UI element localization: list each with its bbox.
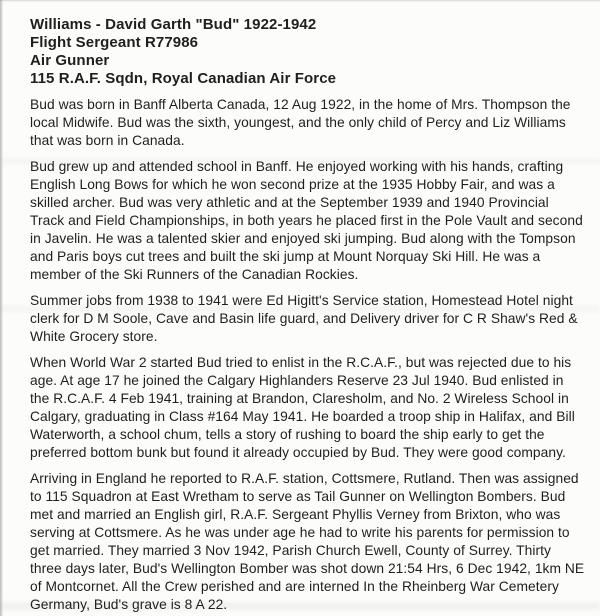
- scan-edge-top: [0, 0, 600, 2]
- header-line-name-dates: Williams - David Garth "Bud" 1922-1942: [30, 16, 317, 33]
- document-header: [30, 16, 586, 88]
- scan-edge-left: [0, 0, 3, 616]
- header-line-rank-number: Flight Sergeant R77986: [30, 34, 199, 51]
- paragraph-england-service: Arriving in England he reported to R.A.F. station, Cottsmere, Rutland. Then was assigned to 115 Squadron at East Wretham to serve as Tail Gunner on Wellington Bombers. Bud met and married an English girl, R.A.F. Sergeant Phyllis Verney from Brixton, who was serving at Cottsmere. As he was under age he had to write his parents for permission to get married. They married 3 Nov 1942, Parish Church Ewell, County of Surrey. Thirty three days later, Bud's Wellington Bomber was shot down 21:54 Hrs, 6 Dec 1942, 1km NE of Montcornet. All the Crew perished and are interned In the Rheinberg War Cemetery Germany, Bud's grave is 8 A 22.: [30, 471, 585, 612]
- header-line-squadron: 115 R.A.F. Sqdn, Royal Canadian Air Force: [30, 70, 337, 87]
- paragraph-birth: Bud was born in Banff Alberta Canada, 12 Aug 1922, in the home of Mrs. Thompson the local Midwife. Bud was the sixth, youngest, and the only child of Percy and Liz Williams that was born in Canada.: [30, 97, 571, 148]
- paragraph-enlistment: When World War 2 started Bud tried to enlist in the R.C.A.F., but was rejected due to his age. At age 17 he joined the Calgary Highlanders Reserve 23 Jul 1940. Bud enlisted in the R.C.A.F. 4 Feb 1941, training at Brandon, Claresholm, and No. 2 Wireless School in Calgary, graduating in Class #164 May 1941. He boarded a troop ship in Halifax, and Bill Waterworth, a school chum, tells a story of rushing to board the ship early to get the preferred bottom bunk but found it already occupied by Bud. They were good company.: [30, 355, 575, 460]
- paragraph-youth: Bud grew up and attended school in Banff. He enjoyed working with his hands, crafting English Long Bows for which he won second prize at the 1935 Hobby Fair, and was a skilled archer. Bud was very athletic and at the September 1939 and 1940 Provincial Track and Field Championships, in both years he placed first in the Pole Vault and second in Javelin. He was a talented skier and enjoyed ski jumping. Bud along with the Tompson and Paris boys cut trees and built the ski jump at Mount Norquay Ski Hill. He was a member of the Ski Runners of the Canadian Rockies.: [30, 159, 583, 282]
- paragraph-summer-jobs: Summer jobs from 1938 to 1941 were Ed Higitt's Service station, Homestead Hotel night clerk for D M Soole, Cave and Basin life guard, and Delivery driver for C R Shaw's Red & White Grocery store.: [30, 293, 578, 344]
- header-line-trade: Air Gunner: [30, 52, 110, 69]
- document-body: [30, 96, 586, 614]
